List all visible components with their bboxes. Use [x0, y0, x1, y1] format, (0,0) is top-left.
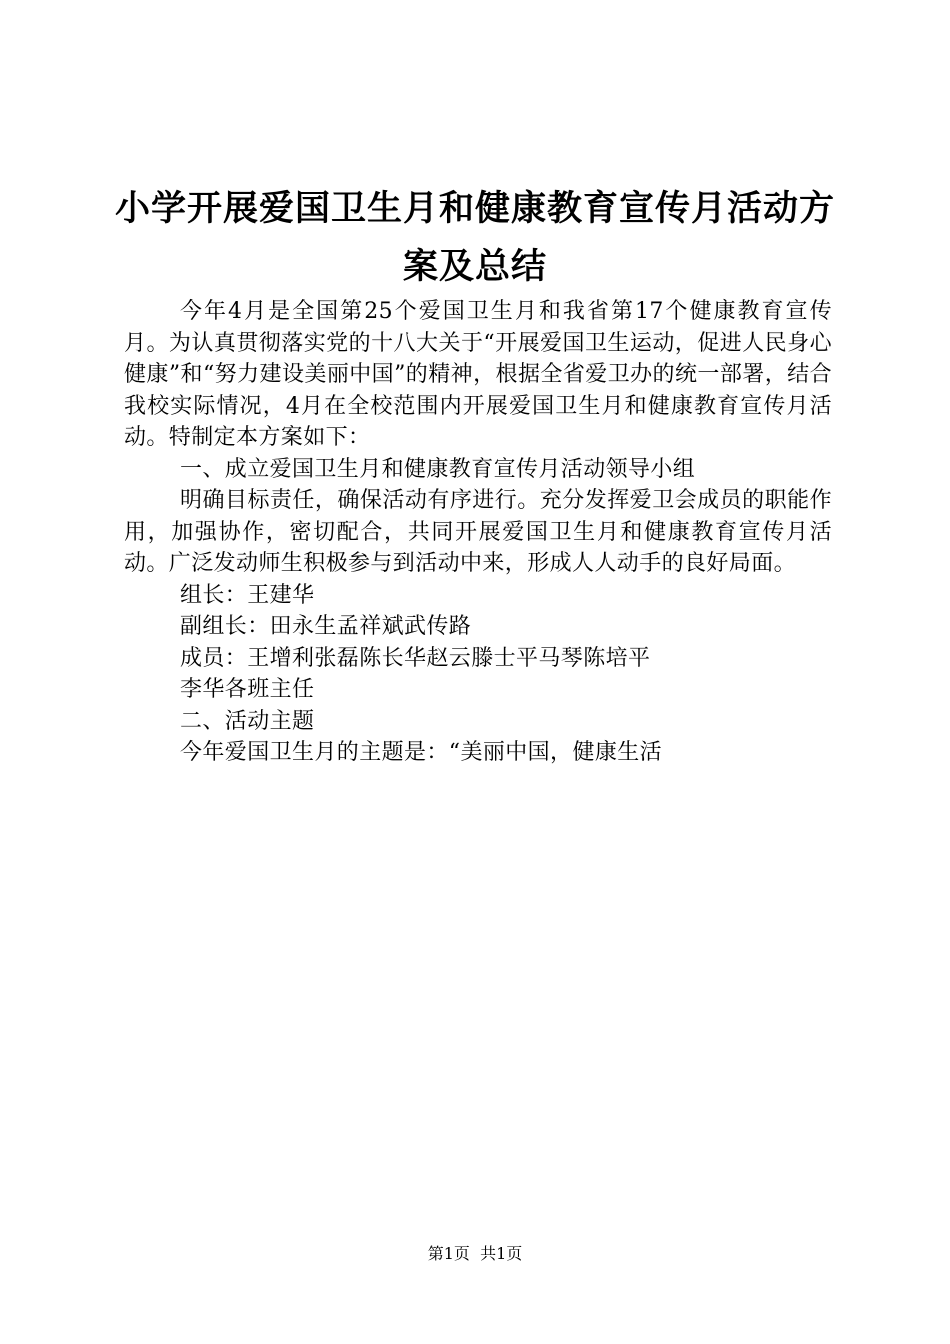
members-line: 成员：王增利张磊陈长华赵云滕士平马琴陈培平 — [180, 645, 651, 671]
responsibility-paragraph: 明确目标责任，确保活动有序进行。充分发挥爱卫会成员的职能作用，加强协作，密切配合，共同开展爱国卫生月和健康教育宣传月活动。广泛发动师生积极参与到活动中来，形成人人动手的良好局面。 — [124, 488, 832, 576]
page-number: 第1页 — [427, 1244, 470, 1263]
document-title-line1: 小学开展爱国卫生月和健康教育宣传月活动方 — [114, 189, 835, 229]
members-continued-line: 李华各班主任 — [180, 677, 315, 702]
page-footer — [0, 1244, 950, 1264]
page-total: 共1页 — [480, 1244, 523, 1263]
section-heading-leadership-group: 一、成立爱国卫生月和健康教育宣传月活动领导小组 — [180, 456, 696, 482]
group-leader-line: 组长：王建华 — [180, 582, 315, 608]
intro-paragraph: 今年4月是全国第25个爱国卫生月和我省第17个健康教育宣传月。为认真贯彻落实党的十八大关于“开展爱国卫生运动，促进人民身心健康”和“努力建设美丽中国”的精神，根据全省爱卫办的统一部署，结合我校实际情况，4月在全校范围内开展爱国卫生月和健康教育宣传月活动。特制定本方案如下： — [124, 299, 832, 450]
deputy-leader-line: 副组长：田永生孟祥斌武传路 — [180, 614, 472, 639]
document-body — [124, 296, 832, 769]
theme-paragraph: 今年爱国卫生月的主题是：“美丽中国，健康生活 — [180, 740, 663, 765]
section-heading-theme: 二、活动主题 — [180, 708, 315, 734]
document-title-line2: 案及总结 — [402, 247, 547, 287]
